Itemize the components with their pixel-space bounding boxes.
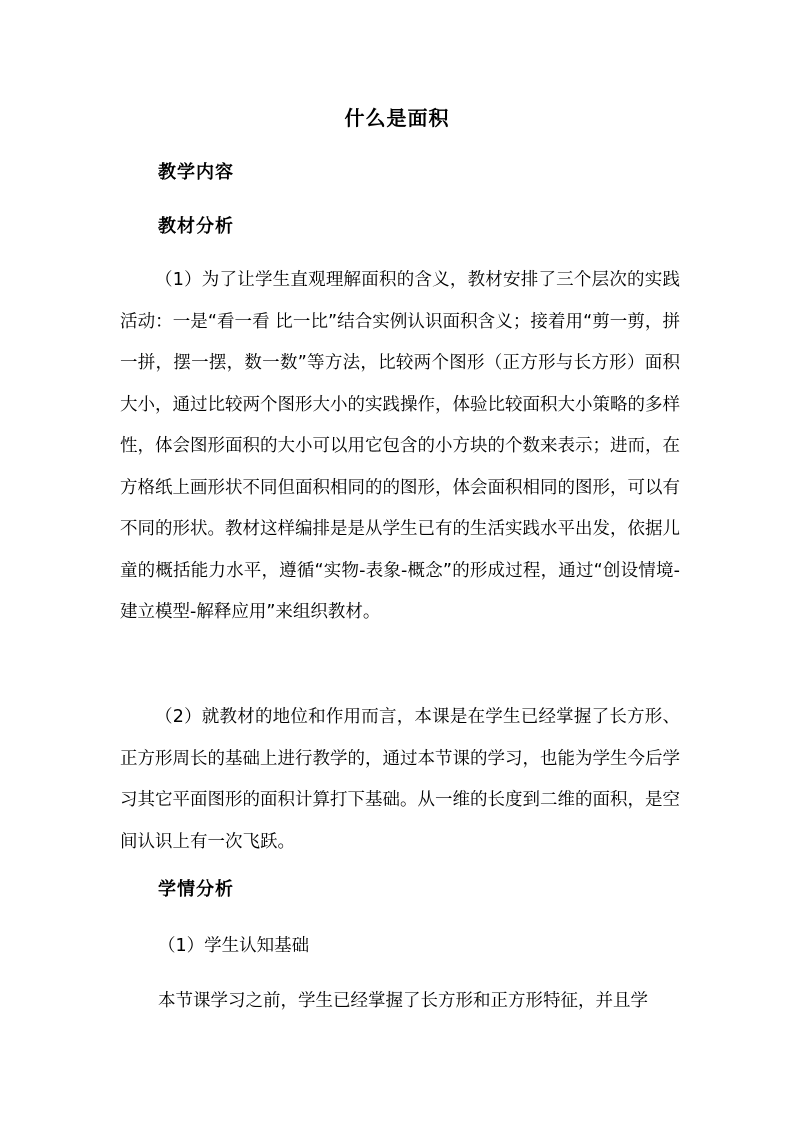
subheading-learner-cognitive-base: （1）学生认知基础 xyxy=(158,936,310,956)
paragraph-material-2: （2）就教材的地位和作用而言，本课是在学生已经掌握了长方形、正方形周长的基础上进行教学的，通过本节课的学习，也能为学生今后学习其它平面图形的面积计算打下基础。从一维的长度到二维的面积，是空间认识上有一次飞跃。 xyxy=(120,707,680,852)
paragraph-material-1: （1）为了让学生直观理解面积的含义，教材安排了三个层次的实践活动：一是“看一看 比一比”结合实例认识面积含义；接着用“剪一剪，拼一拼，摆一摆，数一数”等方法，比较两个图形（正方形与长方形）面积大小，通过比较两个图形大小的实践操作，体验比较面积大小策略的多样性，体会图形面积的大小可以用它包含的小方块的个数来表示；进而，在方格纸上画形状不同但面积相同的的图形，体会面积相同的图形，可以有不同的形状。教材这样编排是是从学生已有的生活实践水平出发，依据儿童的概括能力水平，遵循“实物-表象-概念”的形成过程，通过“创设情境-建立模型-解释应用”来组织教材。 xyxy=(120,270,680,622)
document-title: 什么是面积 xyxy=(344,106,450,130)
heading-material-analysis: 教材分析 xyxy=(158,216,234,237)
heading-learner-analysis: 学情分析 xyxy=(158,879,234,900)
heading-teaching-content: 教学内容 xyxy=(158,162,234,183)
paragraph-learner-1: 本节课学习之前，学生已经掌握了长方形和正方形特征，并且学 xyxy=(158,991,648,1011)
